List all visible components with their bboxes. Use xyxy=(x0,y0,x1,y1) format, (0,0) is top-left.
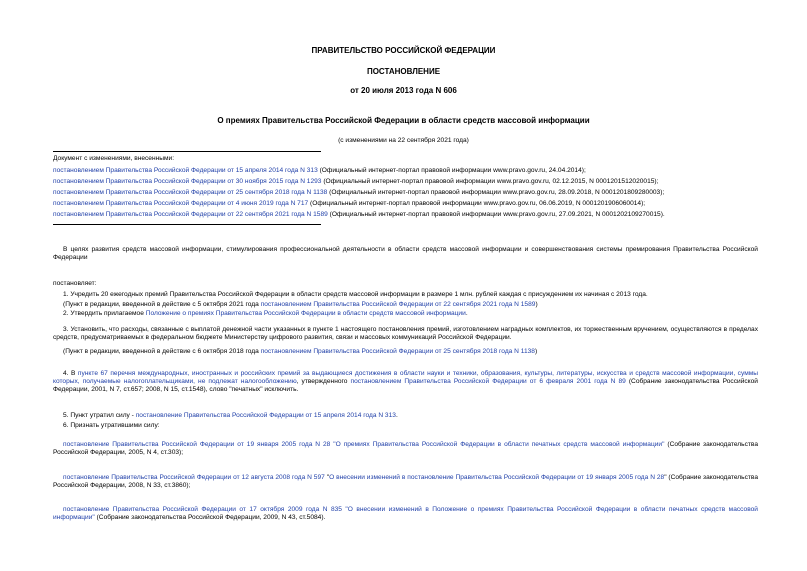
change-source: (Официальный интернет-портал правовой информации www.pravo.gov.ru, 28.09.2018, N 0001201809280003); xyxy=(327,189,665,196)
change-item xyxy=(53,178,658,186)
list-link[interactable]: пункте 67 перечня международных, иностранных и российских премий за выдающиеся достижения в области науки и техники, образования, культуры, литературы, искусства и средств массовой информации, суммы которых, получаемые налогоплательщиками, не подлежат налогообложению xyxy=(53,370,759,385)
repeal-link[interactable]: постановление Правительства Российской Федерации от 15 апреля 2014 года N 313 xyxy=(135,412,396,419)
paragraph-2: 2. Утвердить прилагаемое Положение о премиях Правительства Российской Федерации в области средств массовой информации. xyxy=(63,310,468,317)
changes-bottom-rule xyxy=(53,224,321,225)
repealed-link[interactable]: О внесении изменений в постановление Правительства Российской Федерации от 19 января 2005 года N 28 xyxy=(329,474,665,481)
repealed-link[interactable]: постановление Правительства Российской Федерации от 19 января 2005 года N 28 "О премиях Правительства Российской Федерации в области печатных средств массовой информации" xyxy=(63,441,665,448)
change-source: (Официальный интернет-портал правовой информации www.pravo.gov.ru, 24.04.2014); xyxy=(317,167,586,174)
amendment-link[interactable]: постановлением Правительства Российской Федерации от 25 сентября 2018 года N 1138 xyxy=(260,348,535,355)
paragraph-3: 3. Установить, что расходы, связанные с выплатой денежной части указанных в пункте 1 настоящего постановления премий, изготовлением наградных комплектов, их торжественным вручением, осуществляются в пределах средств, предусматриваемых в федеральном бюджете Министерству цифрового развития, связи и массовых коммуникаций Российской Федерации. xyxy=(53,326,758,341)
paragraph-4: 4. В пункте 67 перечня международных, иностранных и российских премий за выдающиеся достижения в области науки и техники, образования, культуры, литературы, искусства и средств массовой информации, суммы которых, получаемые налогоплательщиками, не подлежат налогообложению, утвержденного постановлением Правительства Российской Федерации от 6 февраля 2001 года N 89 (Собрание законодательства Российской Федерации, 2001, N 7, ст.657; 2008, N 15, ст.1548), слово "печатных" исключить. xyxy=(53,370,759,393)
change-item xyxy=(53,200,645,208)
changes-top-rule xyxy=(53,151,321,152)
change-source: (Официальный интернет-портал правовой информации www.pravo.gov.ru, 06.06.2019, N 0001201906060014); xyxy=(308,200,646,207)
repealed-item: постановление Правительства Российской Федерации от 19 января 2005 года N 28 "О премиях Правительства Российской Федерации в области печатных средств массовой информации" (Собрание законодательства Российской Федерации, 2005, N 4, ст.303); xyxy=(53,441,758,456)
repealed-item: постановление Правительства Российской Федерации от 17 октября 2009 года N 835 "О внесении изменений в Положение о премиях Правительства Российской Федерации в области печатных средств массовой информации" (Собрание законодательства Российской Федерации, 2009, N 43, ст.5084). xyxy=(53,506,758,521)
changes-intro: Документ с изменениями, внесенными: xyxy=(53,155,175,162)
paragraph-5: 5. Пункт утратил силу - постановление Правительства Российской Федерации от 15 апреля 2014 года N 313. xyxy=(63,412,398,419)
repealed-link[interactable]: постановление Правительства Российской Федерации от 17 октября 2009 года N 835 "О внесении изменений в Положение о премиях Правительства Российской Федерации в области печатных средств массовой информации" xyxy=(53,506,758,521)
preamble-paragraph: В целях развития средств массовой информации, стимулирования профессиональной деятельности в области средств массовой информации и совершенствования системы премирования Правительства Российской Федерации xyxy=(53,246,758,261)
change-link[interactable]: постановлением Правительства Российской Федерации от 4 июня 2019 года N 717 xyxy=(53,200,309,207)
amendment-note: (с изменениями на 22 сентября 2021 года) xyxy=(338,137,469,144)
resolution-link[interactable]: постановлением Правительства Российской Федерации от 6 февраля 2001 года N 89 xyxy=(350,378,626,385)
government-heading: ПРАВИТЕЛЬСТВО РОССИЙСКОЙ ФЕДЕРАЦИИ xyxy=(311,46,496,55)
change-link[interactable]: постановлением Правительства Российской Федерации от 25 сентября 2018 года N 1138 xyxy=(53,189,328,196)
change-source: (Официальный интернет-портал правовой информации www.pravo.gov.ru, 02.12.2015, N 0001201512020015); xyxy=(321,178,659,185)
paragraph-3-note: (Пункт в редакции, введенной в действие с 6 октября 2018 года постановлением Правительства Российской Федерации от 25 сентября 2018 года N 1138) xyxy=(63,348,538,355)
amendment-link[interactable]: постановлением Правительства Российской Федерации от 22 сентября 2021 года N 1589 xyxy=(260,301,536,308)
repealed-item: постановление Правительства Российской Федерации от 12 августа 2008 года N 597 "О внесении изменений в постановление Правительства Российской Федерации от 19 января 2005 года N 28" (Собрание законодательства Российской Федерации, 2008, N 33, ст.3860); xyxy=(53,474,758,489)
repealed-link[interactable]: постановление Правительства Российской Федерации от 12 августа 2008 года N 597 xyxy=(63,474,325,481)
document-type: ПОСТАНОВЛЕНИЕ xyxy=(366,67,441,76)
change-item xyxy=(53,167,586,175)
change-item xyxy=(53,211,665,219)
change-link[interactable]: постановлением Правительства Российской Федерации от 15 апреля 2014 года N 313 xyxy=(53,167,318,174)
change-link[interactable]: постановлением Правительства Российской Федерации от 30 ноября 2015 года N 1293 xyxy=(53,178,322,185)
document-date-number: от 20 июля 2013 года N 606 xyxy=(350,86,457,95)
decree-word: постановляет: xyxy=(53,280,97,287)
paragraph-1: 1. Учредить 20 ежегодных премий Правительства Российской Федерации в области средств массовой информации в размере 1 млн. рублей каждая с присуждением их начиная с 2013 года. xyxy=(63,291,648,298)
change-source: (Официальный интернет-портал правовой информации www.pravo.gov.ru, 27.09.2021, N 0001202109270015). xyxy=(327,211,665,218)
change-link[interactable]: постановлением Правительства Российской Федерации от 22 сентября 2021 года N 1589 xyxy=(53,211,328,218)
regulation-link[interactable]: Положение о премиях Правительства Российской Федерации в области средств массовой информации xyxy=(145,310,466,317)
change-item xyxy=(53,189,664,197)
paragraph-6: 6. Признать утратившими силу: xyxy=(63,422,160,429)
paragraph-1-note: (Пункт в редакции, введенной в действие с 5 октября 2021 года постановлением Правительства Российской Федерации от 22 сентября 2021 года N 1589) xyxy=(63,301,538,308)
document-title: О премиях Правительства Российской Федерации в области средств массовой информации xyxy=(217,116,590,125)
